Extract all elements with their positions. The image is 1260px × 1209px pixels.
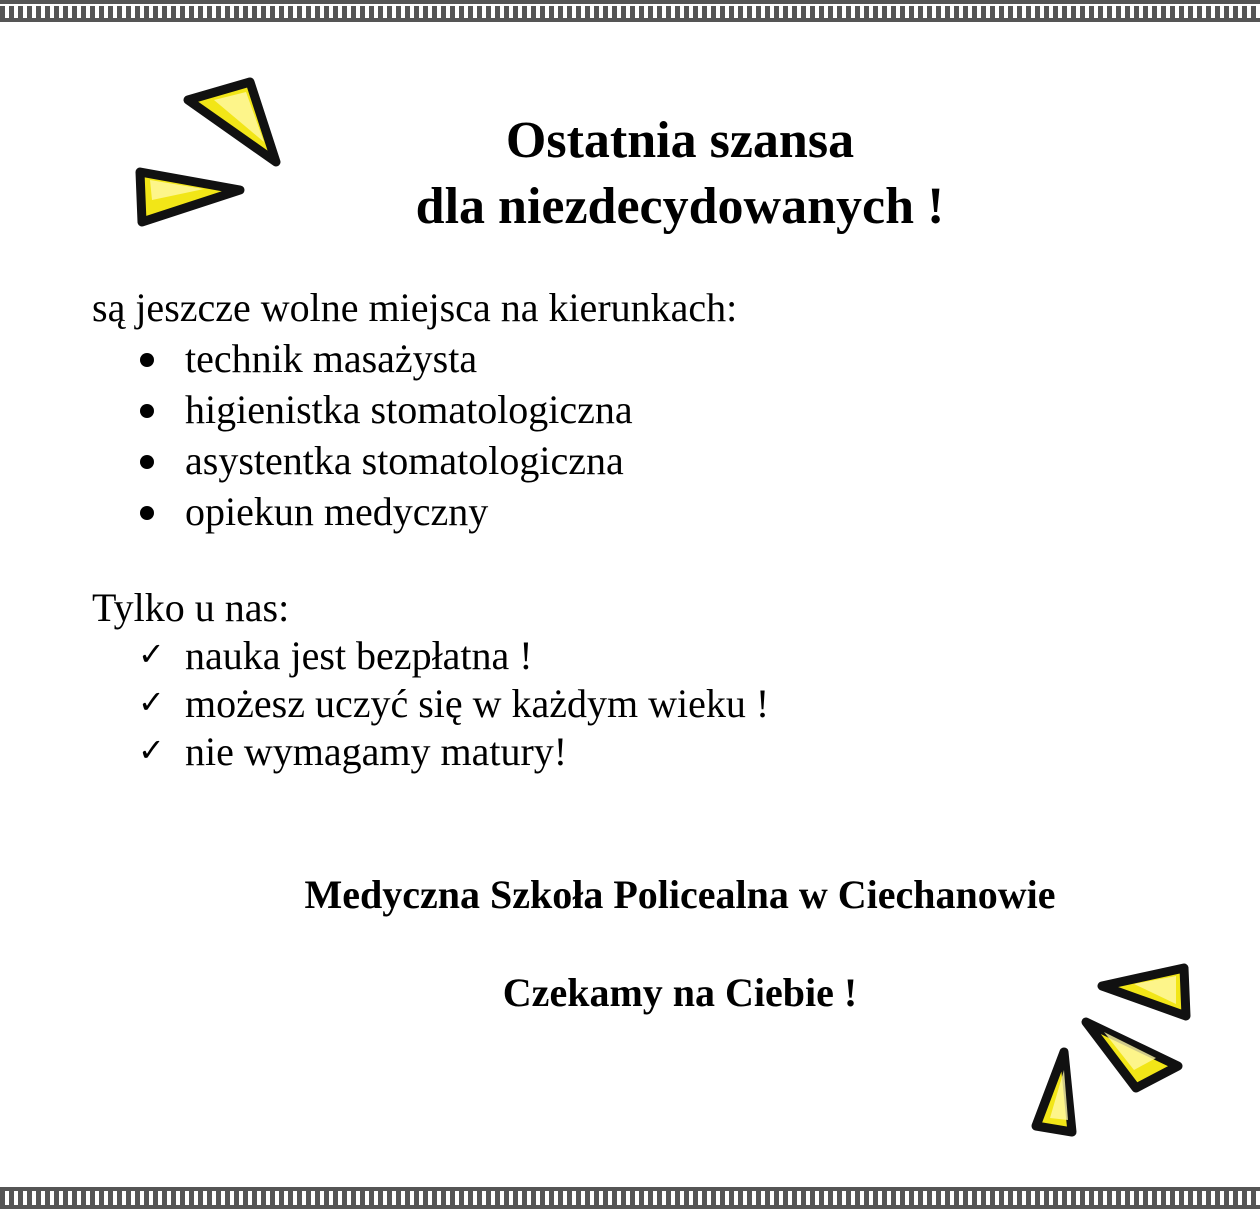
decor-triangles-top-left [128,72,288,232]
programs-list [92,333,633,537]
bullet-icon [140,353,154,367]
list-item: ✓ możesz uczyć się w każdym wieku ! [138,681,770,726]
list-item: higienistka stomatologiczna [92,384,633,435]
list-item: technik masażysta [92,333,633,384]
only-label: Tylko u nas: [92,585,290,630]
headline-line-2: dla niezdecydowanych ! [415,178,945,235]
benefits-list [92,632,769,776]
checkmark-icon: ✓ [138,635,165,673]
headline-line-1: Ostatnia szansa [505,112,855,169]
headline [300,108,1060,240]
bullet-icon [140,404,154,418]
yellow-triangle-icon [1036,1052,1072,1132]
decor-triangles-bottom-right [1024,960,1204,1150]
closing-text: Czekamy na Ciebie ! [502,970,858,1015]
bullet-icon [140,455,154,469]
intro-text: są jeszcze wolne miejsca na kierunkach: [92,285,738,330]
list-item: ✓ nauka jest bezpłatna ! [138,633,533,678]
school-name: Medyczna Szkoła Policealna w Ciechanowie [304,872,1056,917]
bullet-icon [140,506,154,520]
top-border [0,0,1260,22]
checkmark-icon: ✓ [138,731,165,769]
checkmark-icon: ✓ [138,683,165,721]
bottom-border [0,1187,1260,1209]
list-item: opiekun medyczny [92,486,633,537]
yellow-triangle-icon [188,82,276,162]
list-item: asystentka stomatologiczna [92,435,633,486]
list-item: ✓ nie wymagamy matury! [138,729,568,774]
